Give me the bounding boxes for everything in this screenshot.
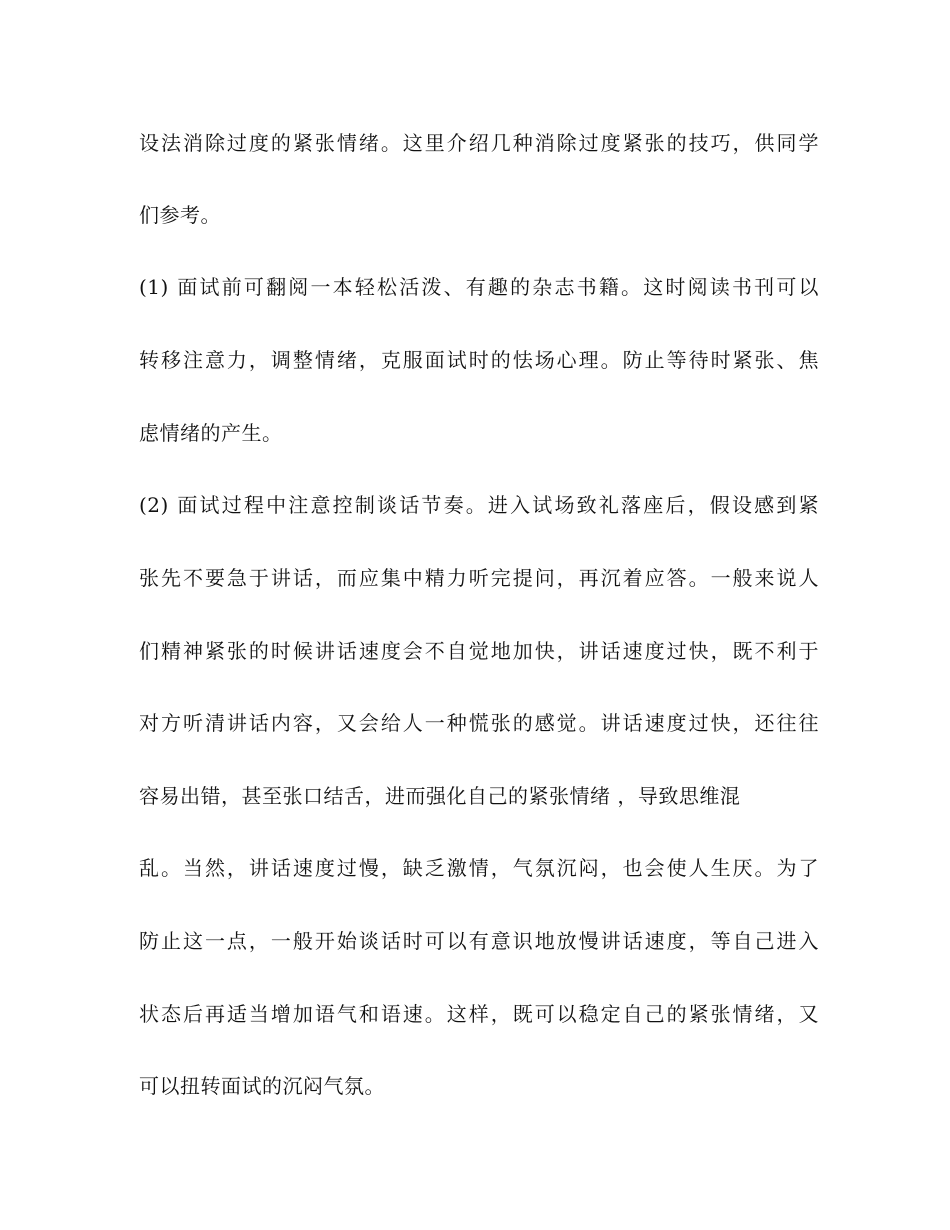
text-line-3: (1) 面试前可翻阅一本轻松活泼、有趣的杂志书籍。这时阅读书刊可以 <box>139 275 819 299</box>
text-line-9: 对方听清讲话内容，又会给人一种慌张的感觉。讲话速度过快，还往往 <box>139 711 819 735</box>
text-line-8: 们精神紧张的时候讲话速度会不自觉地加快，讲话速度过快，既不利于 <box>139 639 819 663</box>
text-line-10: 容易出错，甚至张口结舌，进而强化自己的紧张情绪 ，导致思维混 <box>139 784 741 808</box>
text-line-4: 转移注意力，调整情绪，克服面试时的怯场心理。防止等待时紧张、焦 <box>139 348 819 372</box>
text-line-14: 可以扭转面试的沉闷气氛。 <box>139 1074 385 1098</box>
text-line-1: 设法消除过度的紧张情绪。这里介绍几种消除过度紧张的技巧，供同学 <box>139 131 819 155</box>
text-line-6: (2) 面试过程中注意控制谈话节奏。进入试场致礼落座后，假设感到紧 <box>139 493 819 517</box>
text-line-12: 防止这一点，一般开始谈话时可以有意识地放慢讲话速度，等自己进入 <box>139 929 819 953</box>
text-line-7: 张先不要急于讲话，而应集中精力听完提问，再沉着应答。一般来说人 <box>139 566 819 590</box>
text-line-2: 们参考。 <box>139 203 221 227</box>
text-line-11: 乱。当然，讲话速度过慢，缺乏激情，气氛沉闷，也会使人生厌。为了 <box>139 856 819 880</box>
text-line-13: 状态后再适当增加语气和语速。这样，既可以稳定自己的紧张情绪，又 <box>139 1002 819 1026</box>
text-line-5: 虑情绪的产生。 <box>139 421 283 445</box>
